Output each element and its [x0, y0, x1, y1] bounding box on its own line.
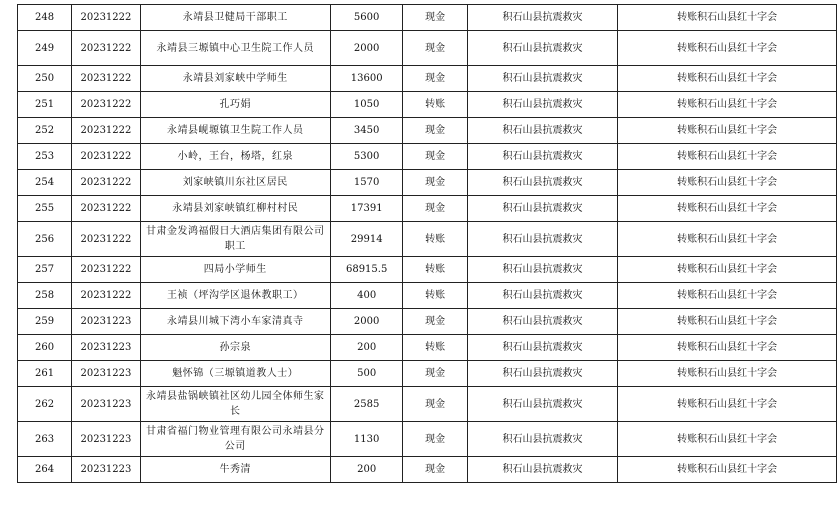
payment-method: 转账: [425, 290, 446, 301]
date-cell: [72, 31, 141, 66]
donation-recipient: 转账积石山县红十字会: [677, 73, 778, 84]
donation-recipient: 转账积石山县红十字会: [677, 99, 778, 110]
donation-purpose: 积石山县抗震救灾: [502, 398, 583, 410]
donor-name: 永靖县刘家峡镇红柳村村民: [172, 203, 299, 214]
donation-purpose: 积石山县抗震救灾: [502, 264, 583, 275]
method-cell: [403, 361, 467, 387]
donation-recipient: 转账积石山县红十字会: [677, 12, 778, 23]
purpose-cell: [467, 196, 617, 222]
donor-name: 魁怀锦（三塬镇道教人士）: [172, 368, 299, 379]
recipient-cell: [618, 283, 837, 309]
purpose-cell: [467, 118, 617, 144]
amount-cell: [330, 422, 403, 457]
donor-name: 小岭，王台，杨塔，红泉: [177, 151, 294, 162]
method-cell: [403, 422, 467, 457]
table-row: [18, 144, 837, 170]
donation-amount: 13600: [350, 73, 383, 84]
purpose-cell: [467, 222, 617, 257]
table-row: [18, 283, 837, 309]
purpose-cell: [467, 144, 617, 170]
donation-recipient: 转账积石山县红十字会: [677, 177, 778, 188]
recipient-cell: [618, 196, 837, 222]
donor-cell: [140, 144, 330, 170]
donation-recipient: 转账积石山县红十字会: [677, 203, 778, 214]
serial-number: 255: [35, 203, 55, 214]
donor-cell: [140, 66, 330, 92]
serial-number-cell: [18, 222, 72, 257]
donation-recipient: 转账积石山县红十字会: [677, 368, 778, 379]
payment-method: 现金: [425, 73, 446, 84]
donation-purpose: 积石山县抗震救灾: [502, 203, 583, 214]
serial-number-cell: [18, 387, 72, 422]
donation-date: 20231223: [80, 316, 132, 327]
method-cell: [403, 457, 467, 483]
payment-method: 转账: [425, 233, 446, 245]
donor-name: 刘家峡镇川东社区居民: [182, 177, 288, 188]
donation-recipient: 转账积石山县红十字会: [677, 151, 778, 162]
amount-cell: [330, 170, 403, 196]
donor-cell: [140, 196, 330, 222]
donor-name: 孙宗泉: [219, 342, 252, 353]
amount-cell: [330, 361, 403, 387]
date-cell: [72, 196, 141, 222]
purpose-cell: [467, 257, 617, 283]
donor-cell: [140, 387, 330, 422]
donor-cell: [140, 457, 330, 483]
method-cell: [403, 92, 467, 118]
donor-name: 永靖县三塬镇中心卫生院工作人员: [156, 42, 315, 54]
donation-date: 20231223: [80, 398, 132, 410]
donation-table-container: [17, 4, 837, 483]
payment-method: 现金: [425, 125, 446, 136]
date-cell: [72, 283, 141, 309]
donor-name: 永靖县盐锅峡镇社区幼儿园全体师生家长: [146, 391, 325, 417]
purpose-cell: [467, 5, 617, 31]
donor-cell: [140, 31, 330, 66]
donation-date: 20231222: [80, 151, 132, 162]
donation-purpose: 积石山县抗震救灾: [502, 177, 583, 188]
date-cell: [72, 422, 141, 457]
donation-date: 20231222: [80, 99, 132, 110]
purpose-cell: [467, 309, 617, 335]
payment-method: 转账: [425, 264, 446, 275]
method-cell: [403, 283, 467, 309]
table-row: [18, 257, 837, 283]
purpose-cell: [467, 31, 617, 66]
donation-recipient: 转账积石山县红十字会: [677, 233, 778, 245]
date-cell: [72, 335, 141, 361]
amount-cell: [330, 118, 403, 144]
donor-name: 牛秀清: [219, 464, 252, 475]
donation-amount: 1130: [353, 433, 380, 445]
payment-method: 现金: [425, 464, 446, 475]
donation-purpose: 积石山县抗震救灾: [502, 125, 583, 136]
payment-method: 现金: [425, 203, 446, 214]
donation-amount: 200: [357, 342, 377, 353]
donation-amount: 1050: [353, 99, 380, 110]
date-cell: [72, 118, 141, 144]
donation-amount: 200: [357, 464, 377, 475]
donor-name: 四局小学师生: [203, 264, 267, 275]
amount-cell: [330, 66, 403, 92]
serial-number-cell: [18, 170, 72, 196]
serial-number: 248: [35, 12, 55, 23]
purpose-cell: [467, 170, 617, 196]
serial-number-cell: [18, 457, 72, 483]
serial-number: 262: [35, 398, 55, 410]
table-row: [18, 196, 837, 222]
recipient-cell: [618, 361, 837, 387]
purpose-cell: [467, 422, 617, 457]
payment-method: 现金: [425, 398, 446, 410]
donation-purpose: 积石山县抗震救灾: [502, 290, 583, 301]
amount-cell: [330, 92, 403, 118]
donor-name: 甘肃省福门物业管理有限公司永靖县分公司: [146, 426, 325, 452]
table-row: [18, 309, 837, 335]
method-cell: [403, 66, 467, 92]
donor-cell: [140, 257, 330, 283]
method-cell: [403, 257, 467, 283]
donor-name: 孔巧娟: [219, 99, 252, 110]
purpose-cell: [467, 457, 617, 483]
amount-cell: [330, 31, 403, 66]
donor-cell: [140, 422, 330, 457]
amount-cell: [330, 283, 403, 309]
amount-cell: [330, 309, 403, 335]
donation-date: 20231222: [80, 290, 132, 301]
donation-amount: 68915.5: [345, 264, 388, 275]
purpose-cell: [467, 283, 617, 309]
recipient-cell: [618, 118, 837, 144]
donation-table: [17, 4, 837, 483]
donor-name: 王祯（坪沟学区退休教职工）: [167, 290, 304, 301]
donation-date: 20231223: [80, 433, 132, 445]
table-row: [18, 170, 837, 196]
payment-method: 现金: [425, 12, 446, 23]
method-cell: [403, 387, 467, 422]
donation-purpose: 积石山县抗震救灾: [502, 368, 583, 379]
recipient-cell: [618, 422, 837, 457]
purpose-cell: [467, 335, 617, 361]
donation-purpose: 积石山县抗震救灾: [502, 42, 583, 54]
payment-method: 现金: [425, 368, 446, 379]
date-cell: [72, 387, 141, 422]
method-cell: [403, 309, 467, 335]
donation-date: 20231223: [80, 342, 132, 353]
donation-purpose: 积石山县抗震救灾: [502, 316, 583, 327]
payment-method: 转账: [425, 99, 446, 110]
donation-date: 20231222: [80, 203, 132, 214]
payment-method: 现金: [425, 177, 446, 188]
serial-number-cell: [18, 196, 72, 222]
donation-amount: 2585: [353, 398, 380, 410]
donor-cell: [140, 92, 330, 118]
donation-purpose: 积石山县抗震救灾: [502, 464, 583, 475]
donation-purpose: 积石山县抗震救灾: [502, 99, 583, 110]
table-row: [18, 92, 837, 118]
donation-purpose: 积石山县抗震救灾: [502, 73, 583, 84]
amount-cell: [330, 5, 403, 31]
method-cell: [403, 31, 467, 66]
donor-cell: [140, 309, 330, 335]
donor-name: 永靖县卫健局干部职工: [182, 12, 288, 23]
donor-cell: [140, 335, 330, 361]
donor-cell: [140, 222, 330, 257]
serial-number: 263: [35, 433, 55, 445]
method-cell: [403, 144, 467, 170]
serial-number-cell: [18, 422, 72, 457]
recipient-cell: [618, 257, 837, 283]
donation-date: 20231222: [80, 73, 132, 84]
donation-amount: 5600: [353, 12, 380, 23]
recipient-cell: [618, 31, 837, 66]
method-cell: [403, 5, 467, 31]
purpose-cell: [467, 92, 617, 118]
recipient-cell: [618, 5, 837, 31]
recipient-cell: [618, 170, 837, 196]
donation-amount: 400: [357, 290, 377, 301]
donation-date: 20231222: [80, 12, 132, 23]
donation-recipient: 转账积石山县红十字会: [677, 316, 778, 327]
donor-name: 甘肃金发鸿福假日大酒店集团有限公司职工: [146, 226, 325, 252]
method-cell: [403, 196, 467, 222]
serial-number-cell: [18, 257, 72, 283]
serial-number: 259: [35, 316, 55, 327]
donation-recipient: 转账积石山县红十字会: [677, 125, 778, 136]
donation-purpose: 积石山县抗震救灾: [502, 342, 583, 353]
amount-cell: [330, 387, 403, 422]
payment-method: 现金: [425, 433, 446, 445]
method-cell: [403, 335, 467, 361]
serial-number: 253: [35, 151, 55, 162]
date-cell: [72, 170, 141, 196]
serial-number-cell: [18, 144, 72, 170]
serial-number: 252: [35, 125, 55, 136]
donation-recipient: 转账积石山县红十字会: [677, 398, 778, 410]
table-row: [18, 31, 837, 66]
payment-method: 转账: [425, 342, 446, 353]
payment-method: 现金: [425, 316, 446, 327]
date-cell: [72, 66, 141, 92]
recipient-cell: [618, 309, 837, 335]
date-cell: [72, 5, 141, 31]
donation-amount: 29914: [350, 233, 383, 245]
serial-number: 254: [35, 177, 55, 188]
amount-cell: [330, 335, 403, 361]
donor-name: 永靖县刘家峡中学师生: [182, 73, 288, 84]
amount-cell: [330, 457, 403, 483]
donation-date: 20231222: [80, 233, 132, 245]
recipient-cell: [618, 457, 837, 483]
serial-number-cell: [18, 361, 72, 387]
serial-number-cell: [18, 5, 72, 31]
table-row: [18, 457, 837, 483]
method-cell: [403, 118, 467, 144]
donation-amount: 2000: [353, 316, 380, 327]
donation-recipient: 转账积石山县红十字会: [677, 433, 778, 445]
serial-number-cell: [18, 92, 72, 118]
donation-amount: 2000: [353, 42, 380, 54]
recipient-cell: [618, 387, 837, 422]
recipient-cell: [618, 144, 837, 170]
method-cell: [403, 170, 467, 196]
amount-cell: [330, 222, 403, 257]
table-row: [18, 422, 837, 457]
payment-method: 现金: [425, 42, 446, 54]
date-cell: [72, 361, 141, 387]
table-row: [18, 361, 837, 387]
amount-cell: [330, 196, 403, 222]
serial-number: 264: [35, 464, 55, 475]
serial-number: 260: [35, 342, 55, 353]
serial-number: 261: [35, 368, 55, 379]
table-row: [18, 335, 837, 361]
donor-cell: [140, 5, 330, 31]
date-cell: [72, 222, 141, 257]
table-row: [18, 118, 837, 144]
donation-date: 20231222: [80, 125, 132, 136]
donation-amount: 500: [357, 368, 377, 379]
table-row: [18, 5, 837, 31]
date-cell: [72, 309, 141, 335]
serial-number-cell: [18, 283, 72, 309]
donation-date: 20231222: [80, 177, 132, 188]
donation-purpose: 积石山县抗震救灾: [502, 433, 583, 445]
donation-recipient: 转账积石山县红十字会: [677, 342, 778, 353]
serial-number-cell: [18, 66, 72, 92]
donation-date: 20231222: [80, 264, 132, 275]
donation-date: 20231222: [80, 42, 132, 54]
recipient-cell: [618, 92, 837, 118]
donor-cell: [140, 283, 330, 309]
table-row: [18, 222, 837, 257]
donation-amount: 3450: [353, 125, 380, 136]
purpose-cell: [467, 361, 617, 387]
donation-recipient: 转账积石山县红十字会: [677, 290, 778, 301]
serial-number: 251: [35, 99, 55, 110]
donation-amount: 5300: [353, 151, 380, 162]
donation-recipient: 转账积石山县红十字会: [677, 464, 778, 475]
serial-number-cell: [18, 309, 72, 335]
donation-purpose: 积石山县抗震救灾: [502, 233, 583, 245]
donor-cell: [140, 170, 330, 196]
amount-cell: [330, 257, 403, 283]
purpose-cell: [467, 387, 617, 422]
donor-name: 永靖县岘塬镇卫生院工作人员: [167, 125, 304, 136]
serial-number: 256: [35, 233, 55, 245]
donation-purpose: 积石山县抗震救灾: [502, 151, 583, 162]
serial-number: 250: [35, 73, 55, 84]
payment-method: 现金: [425, 151, 446, 162]
serial-number: 258: [35, 290, 55, 301]
donation-amount: 17391: [350, 203, 383, 214]
donation-table-body: [18, 5, 837, 483]
amount-cell: [330, 144, 403, 170]
donation-date: 20231223: [80, 464, 132, 475]
serial-number-cell: [18, 31, 72, 66]
serial-number-cell: [18, 118, 72, 144]
donation-date: 20231223: [80, 368, 132, 379]
table-row: [18, 387, 837, 422]
recipient-cell: [618, 335, 837, 361]
recipient-cell: [618, 66, 837, 92]
donor-cell: [140, 361, 330, 387]
donation-recipient: 转账积石山县红十字会: [677, 264, 778, 275]
donor-cell: [140, 118, 330, 144]
donation-recipient: 转账积石山县红十字会: [677, 42, 778, 54]
serial-number: 249: [35, 42, 55, 54]
serial-number-cell: [18, 335, 72, 361]
donation-amount: 1570: [353, 177, 380, 188]
date-cell: [72, 92, 141, 118]
purpose-cell: [467, 66, 617, 92]
table-row: [18, 66, 837, 92]
date-cell: [72, 257, 141, 283]
recipient-cell: [618, 222, 837, 257]
date-cell: [72, 457, 141, 483]
donor-name: 永靖县川城下湾小车家清真寺: [167, 316, 304, 327]
donation-purpose: 积石山县抗震救灾: [502, 12, 583, 23]
method-cell: [403, 222, 467, 257]
date-cell: [72, 144, 141, 170]
serial-number: 257: [35, 264, 55, 275]
